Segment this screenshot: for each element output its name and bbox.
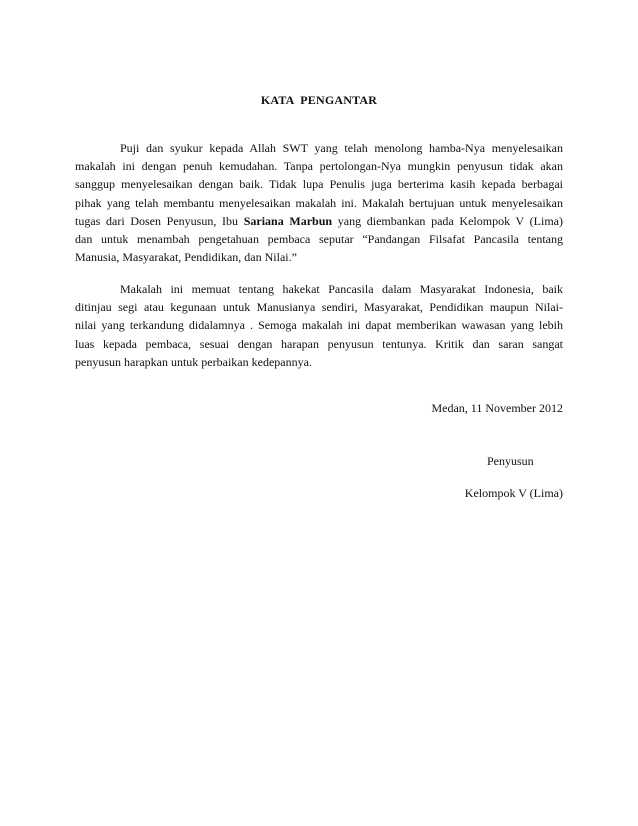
author-name: Kelompok V (Lima) [464,486,563,500]
paragraph-line: ditinjau segi atau kegunaan untuk Manusianya sendiri, Masyarakat, Pendidikan maupun Nilai- [75,300,563,315]
line-text: yang diembankan pada Kelompok V (Lima) [332,213,563,228]
author-label: Penyusun [487,454,534,468]
paragraph-acknowledgement [75,139,563,266]
paragraph-line: Puji dan syukur kepada Allah SWT yang telah menolong hamba-Nya menyelesaikan [120,141,563,155]
paragraph-line: penyusun harapkan untuk perbaikan kedepannya. [75,354,312,369]
paragraph-line: Makalah ini memuat tentang hakekat Pancasila dalam Masyarakat Indonesia, baik [120,282,563,296]
page-title: KATA PENGANTAR [260,93,378,107]
paragraph-line: sanggup menyelesaikan dengan baik. Tidak lupa Penulis juga berterima kasih kepada berbagai [75,177,563,192]
line-text: tugas dari Dosen Penyusun, Ibu [75,213,244,228]
place-and-date: Medan, 11 November 2012 [431,401,563,415]
paragraph-line: pihak yang telah membantu menyelesaikan makalah ini. Makalah bertujuan untuk menyelesaikan [75,195,563,210]
paragraph-line: nilai yang terkandung didalamnya . Semoga makalah ini dapat memberikan wawasan yang lebih [75,318,563,333]
paragraph-line: luas kepada pembaca, sesuai dengan harapan penyusun tentunya. Kritik dan saran sangat [75,336,563,351]
paragraph-line: makalah ini dengan penuh kemudahan. Tanpa pertolongan-Nya mungkin penyusun tidak akan [75,159,563,174]
lecturer-name: Sariana Marbun [243,213,333,228]
paragraph-line: Manusia, Masyarakat, Pendidikan, dan Nilai.” [75,250,297,265]
paragraph-purpose [75,280,563,371]
paragraph-line: dan untuk menambah pengetahuan pembaca seputar “Pandangan Filsafat Pancasila tentang [75,231,563,246]
paragraph-line [75,212,563,230]
